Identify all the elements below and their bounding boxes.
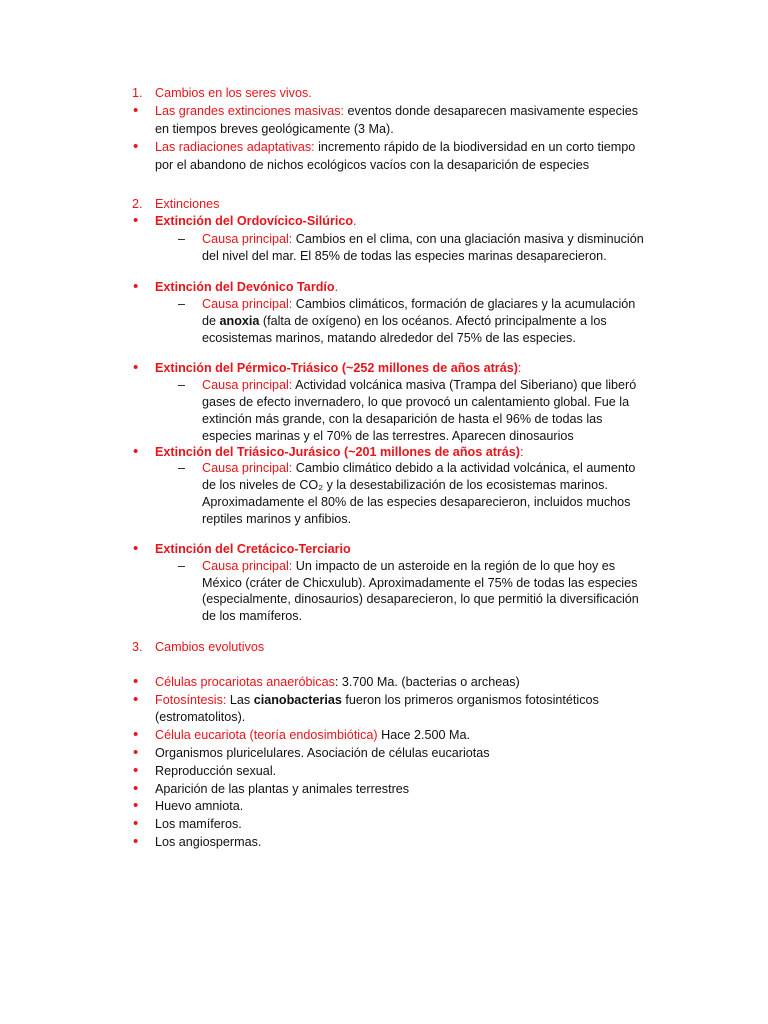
section-number: 3. — [132, 640, 143, 654]
bullet-icon: • — [133, 138, 139, 155]
list-item: Reproducción sexual. — [155, 764, 277, 778]
list-item: Huevo amniota. — [155, 799, 244, 813]
cause-continuation: México (cráter de Chicxulub). Aproximadamente el 75% de todas las especies — [202, 576, 638, 590]
bullet-icon: • — [133, 797, 139, 814]
cause-line: Causa principal: Cambio climático debido a la actividad volcánica, el aumento — [202, 461, 636, 475]
bullet-icon: • — [133, 780, 139, 797]
cause-line: Causa principal: Un impacto de un asteroide en la región de lo que hoy es — [202, 559, 616, 573]
list-item: Aparición de las plantas y animales terrestres — [155, 782, 410, 796]
list-item-continuation: en tiempos breves geológicamente (3 Ma). — [155, 122, 394, 136]
bullet-icon: • — [133, 359, 139, 376]
cause-line: Causa principal: Actividad volcánica masiva (Trampa del Siberiano) que liberó — [202, 378, 637, 392]
dash-icon: – — [178, 461, 186, 475]
bullet-icon: • — [133, 833, 139, 850]
cause-continuation: de los mamíferos. — [202, 609, 303, 623]
list-item: Las radiaciones adaptativas: incremento rápido de la biodiversidad en un corto tiempo — [155, 140, 636, 154]
list-item: Los mamíferos. — [155, 817, 242, 831]
cause-continuation: especies marinas y el 70% de las terrestres. Aparecen dinosaurios — [202, 429, 574, 443]
extinction-heading: Extinción del Devónico Tardío. — [155, 280, 339, 294]
extinction-heading: Extinción del Pérmico-Triásico (~252 millones de años atrás): — [155, 361, 522, 375]
bullet-icon: • — [133, 102, 139, 119]
list-item: Células procariotas anaeróbicas: 3.700 Ma. (bacterias o archeas) — [155, 675, 520, 689]
bullet-icon: • — [133, 744, 139, 761]
extinction-heading: Extinción del Ordovícico-Silúrico. — [155, 214, 357, 228]
section-number: 2. — [132, 197, 143, 211]
list-item-continuation: (estromatolitos). — [155, 710, 246, 724]
list-item: Fotosíntesis: Las cianobacterias fueron los primeros organismos fotosintéticos — [155, 693, 599, 707]
section-title: Extinciones — [155, 197, 220, 211]
bullet-icon: • — [133, 443, 139, 460]
bullet-icon: • — [133, 726, 139, 743]
bullet-icon: • — [133, 278, 139, 295]
dash-icon: – — [178, 559, 186, 573]
dash-icon: – — [178, 297, 186, 311]
cause-continuation: Aproximadamente el 80% de las especies desaparecieron, incluidos muchos — [202, 495, 631, 509]
bullet-icon: • — [133, 815, 139, 832]
bullet-icon: • — [133, 540, 139, 557]
list-item: Célula eucariota (teoría endosimbiótica) Hace 2.500 Ma. — [155, 728, 471, 742]
bullet-icon: • — [133, 212, 139, 229]
dash-icon: – — [178, 378, 186, 392]
list-item: Los angiospermas. — [155, 835, 262, 849]
section-title: Cambios evolutivos — [155, 640, 265, 654]
cause-line: Causa principal: Cambios climáticos, formación de glaciares y la acumulación — [202, 297, 636, 311]
section-title: Cambios en los seres vivos. — [155, 86, 312, 100]
list-item: Organismos pluricelulares. Asociación de células eucariotas — [155, 746, 490, 760]
list-item: Las grandes extinciones masivas: eventos donde desaparecen masivamente especies — [155, 104, 639, 118]
cause-continuation: de anoxia (falta de oxígeno) en los océanos. Afectó principalmente a los — [202, 314, 607, 328]
cause-line: Causa principal: Cambios en el clima, con una glaciación masiva y disminución — [202, 232, 644, 246]
extinction-heading: Extinción del Cretácico-Terciario — [155, 542, 351, 556]
bullet-icon: • — [133, 691, 139, 708]
extinction-heading: Extinción del Triásico-Jurásico (~201 millones de años atrás): — [155, 445, 524, 459]
cause-continuation: reptiles marinos y anfibios. — [202, 512, 352, 526]
cause-continuation: del nivel del mar. El 85% de todas las especies marinas desaparecieron. — [202, 249, 607, 263]
bullet-icon: • — [133, 762, 139, 779]
dash-icon: – — [178, 232, 186, 246]
section-number: 1. — [132, 86, 143, 100]
cause-continuation: de los niveles de CO₂ y la desestabilización de los ecosistemas marinos. — [202, 478, 608, 492]
list-item-continuation: por el abandono de nichos ecológicos vacíos con la desaparición de especies — [155, 158, 590, 172]
bullet-icon: • — [133, 673, 139, 690]
cause-continuation: gases de efecto invernadero, lo que provocó un calentamiento global. Fue la — [202, 395, 630, 409]
cause-continuation: extinción más grande, con la desaparición de hasta el 96% de todas las — [202, 412, 603, 426]
cause-continuation: (especialmente, dinosaurios) desaparecieron, lo que permitió la diversificación — [202, 592, 639, 606]
cause-continuation: ecosistemas marinos, matando alrededor del 75% de las especies. — [202, 331, 576, 345]
